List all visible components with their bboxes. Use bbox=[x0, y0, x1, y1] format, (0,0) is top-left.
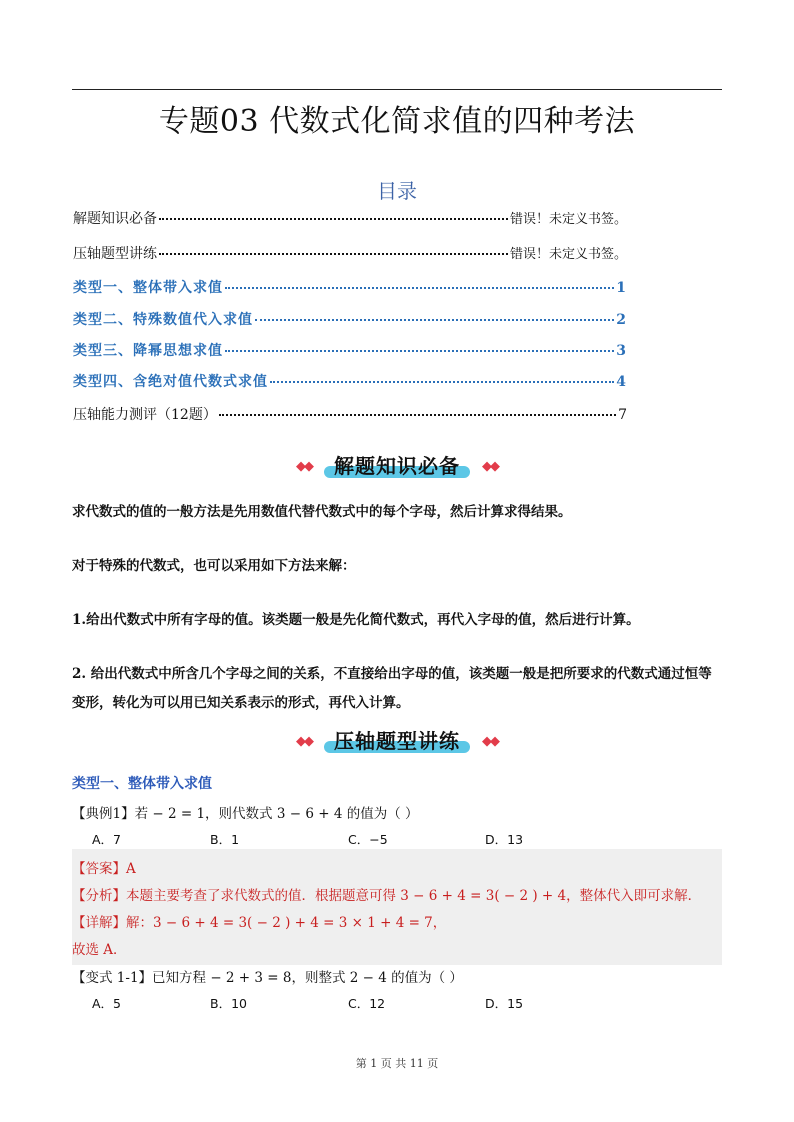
conclusion-line: 故选 A． bbox=[72, 942, 127, 958]
knowledge-paragraph: 求代数式的值的一般方法是先用数值代替代数式中的每个字母，然后计算求得结果。 bbox=[72, 504, 572, 520]
toc-row[interactable] bbox=[73, 404, 627, 424]
option-b[interactable]: B．10 bbox=[210, 996, 247, 1011]
toc-leader bbox=[159, 217, 508, 220]
diamond-icon: ◆◆ bbox=[296, 733, 312, 749]
toc-label: 压轴题型讲练 bbox=[73, 246, 157, 262]
section-banner-knowledge bbox=[0, 451, 794, 481]
option-c[interactable]: C．−5 bbox=[348, 832, 388, 847]
toc-leader bbox=[225, 286, 614, 289]
toc-row[interactable] bbox=[73, 208, 627, 228]
section-banner-practice bbox=[0, 726, 794, 756]
toc-leader bbox=[219, 413, 616, 416]
toc-leader bbox=[159, 252, 508, 255]
toc-label: 压轴能力测评（12题） bbox=[73, 407, 217, 423]
toc-page: 错误！未定义书签。 bbox=[509, 247, 627, 262]
answer-line: 【答案】A bbox=[72, 861, 136, 877]
toc-page: 7 bbox=[618, 407, 627, 423]
diamond-icon: ◆◆ bbox=[482, 458, 498, 474]
toc-page: 1 bbox=[616, 280, 627, 296]
banner-title: 压轴题型讲练 bbox=[320, 727, 474, 755]
diamond-icon: ◆◆ bbox=[296, 458, 312, 474]
toc-page: 4 bbox=[616, 374, 627, 390]
toc-row[interactable] bbox=[73, 243, 627, 263]
toc-link-type4[interactable] bbox=[73, 371, 627, 391]
option-d[interactable]: D．13 bbox=[485, 832, 524, 847]
toc-link-type2[interactable] bbox=[73, 309, 627, 329]
toc-page: 错误！未定义书签。 bbox=[509, 212, 627, 227]
option-d[interactable]: D．15 bbox=[485, 996, 524, 1011]
toc-leader bbox=[255, 318, 614, 321]
toc-leader bbox=[270, 380, 614, 383]
toc-page: 3 bbox=[616, 343, 627, 359]
knowledge-paragraph: 对于特殊的代数式，也可以采用如下方法来解： bbox=[72, 558, 356, 574]
diamond-icon: ◆◆ bbox=[482, 733, 498, 749]
toc-leader bbox=[225, 349, 614, 352]
option-a[interactable]: A．5 bbox=[92, 996, 122, 1011]
toc-label: 解题知识必备 bbox=[73, 211, 157, 227]
knowledge-paragraph: 1.给出代数式中所有字母的值。该类题一般是先化简代数式，再代入字母的值，然后进行计算。 bbox=[72, 612, 640, 628]
toc-label: 类型一、整体带入求值 bbox=[73, 280, 223, 296]
page-title: 专题03 代数式化简求值的四种考法 bbox=[158, 104, 636, 139]
section-heading-type1: 类型一、整体带入求值 bbox=[72, 776, 212, 792]
knowledge-paragraph: 2. 给出代数式中所含几个字母之间的关系，不直接给出字母的值，该类题一般是把所要求的代数式通过恒等变形，转化为可以用已知关系表示的形式，再代入计算。 bbox=[72, 666, 712, 711]
toc-label: 类型二、特殊数值代入求值 bbox=[73, 312, 253, 328]
detail-line: 【详解】解：3 − 6 + 4 = 3( − 2 ) + 4 = 3 × 1 + 4 = 7， bbox=[72, 915, 447, 931]
toc-label: 类型四、含绝对值代数式求值 bbox=[73, 374, 268, 390]
analysis-line: 【分析】本题主要考查了求代数式的值．根据题意可得 3 − 6 + 4 = 3( − 2 ) + 4，整体代入即可求解． bbox=[72, 888, 702, 904]
banner-title: 解题知识必备 bbox=[320, 452, 474, 480]
toc-page: 2 bbox=[616, 312, 627, 328]
variant-question: 【变式 1-1】已知方程 − 2 + 3 = 8，则整式 2 − 4 的值为（ ） bbox=[72, 970, 463, 986]
example-question: 【典例1】若 − 2 = 1，则代数式 3 − 6 + 4 的值为（ ） bbox=[72, 806, 419, 822]
toc-heading: 目录 bbox=[377, 179, 417, 203]
option-a[interactable]: A．7 bbox=[92, 832, 122, 847]
answer-box bbox=[72, 849, 722, 965]
header-rule bbox=[72, 89, 722, 90]
option-c[interactable]: C．12 bbox=[348, 996, 386, 1011]
toc-link-type1[interactable] bbox=[73, 277, 627, 297]
option-b[interactable]: B．1 bbox=[210, 832, 240, 847]
toc-label: 类型三、降幂思想求值 bbox=[73, 343, 223, 359]
toc-link-type3[interactable] bbox=[73, 340, 627, 360]
page-footer: 第 1 页 共 11 页 bbox=[355, 1057, 439, 1070]
